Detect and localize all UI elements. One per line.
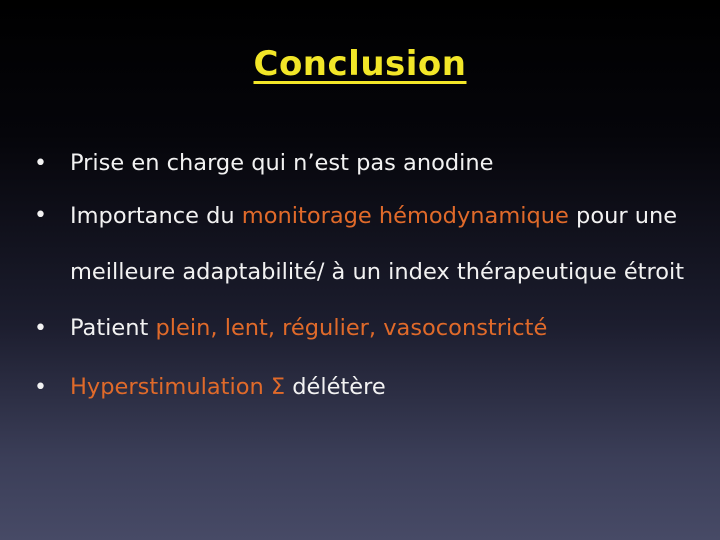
slide-title: Conclusion	[253, 44, 467, 84]
bullet-segment: pour une meilleure adaptabilité/ à un index thérapeutique étroit	[70, 203, 685, 285]
bullet-dot-icon: •	[34, 151, 47, 176]
bullet-item-1	[34, 145, 694, 182]
bullet-segment: Prise en charge qui n’est pas anodine	[70, 150, 494, 176]
bullet-segment: Importance du	[70, 203, 242, 229]
bullet-dot-icon: •	[34, 375, 47, 400]
bullet-text	[70, 188, 694, 300]
bullet-item-2	[34, 188, 694, 300]
bullet-item-3	[34, 310, 694, 347]
bullet-highlight: plein, lent, régulier, vasoconstricté	[155, 315, 548, 341]
bullet-text	[70, 145, 694, 182]
bullet-item-4	[34, 369, 694, 406]
bullet-highlight: monitorage hémodynamique	[241, 203, 569, 229]
bullet-list	[34, 145, 694, 422]
bullet-text	[70, 369, 694, 406]
bullet-text	[70, 310, 694, 347]
bullet-segment: délétère	[285, 374, 386, 400]
bullet-dot-icon: •	[34, 203, 47, 228]
bullet-highlight: Hyperstimulation Σ	[70, 374, 286, 400]
bullet-segment: Patient	[70, 315, 156, 341]
bullet-dot-icon: •	[34, 316, 47, 341]
